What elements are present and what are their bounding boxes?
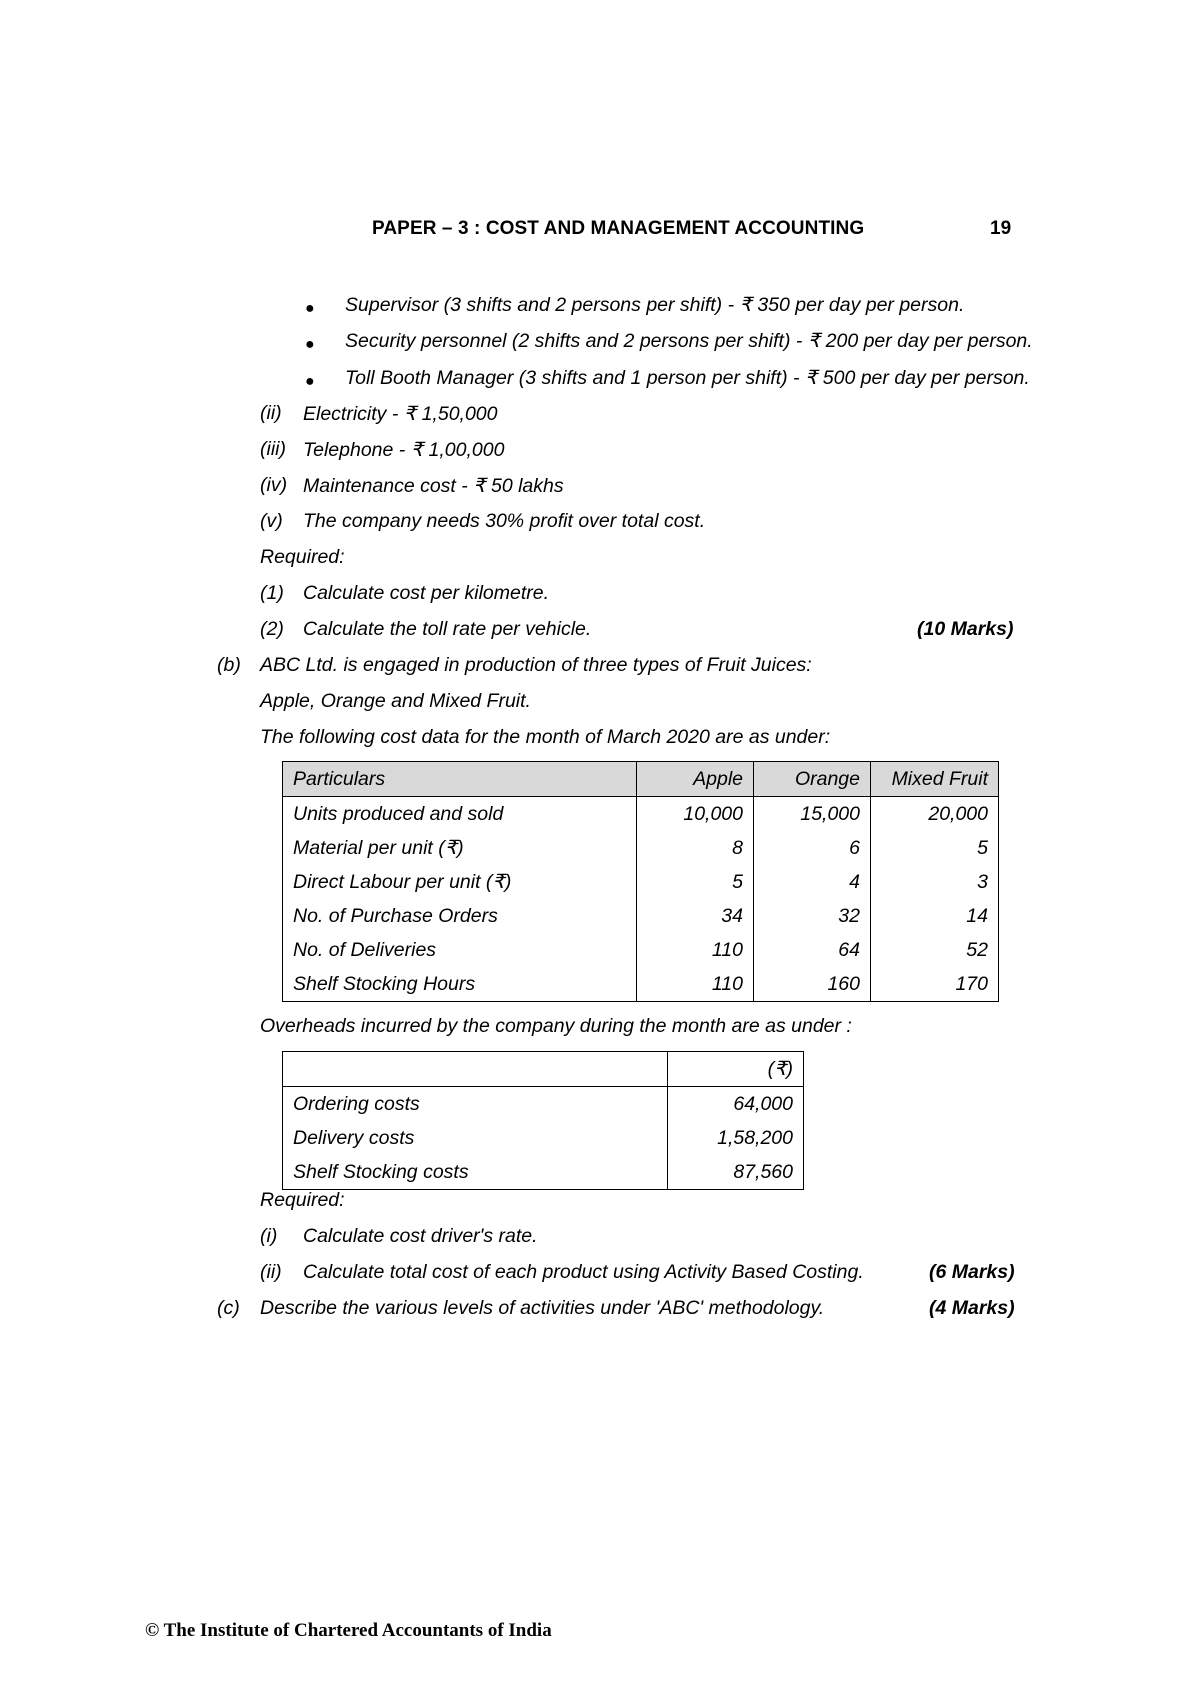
item-text: Electricity - ₹ 1,50,000	[303, 403, 498, 425]
table-cell: 110	[637, 967, 754, 1002]
table-header-cell: Particulars	[283, 762, 637, 797]
table-header-cell: Apple	[637, 762, 754, 797]
overheads-table	[282, 1051, 804, 1190]
item-text: Telephone - ₹ 1,00,000	[303, 439, 505, 461]
paragraph-line: Apple, Orange and Mixed Fruit.	[260, 690, 531, 712]
table-header-cell: Orange	[754, 762, 871, 797]
table-cell: 87,560	[668, 1155, 804, 1190]
item-number: (2)	[260, 618, 284, 640]
paragraph-line: Overheads incurred by the company during the month are as under :	[260, 1015, 852, 1037]
table-cell: 64	[754, 933, 871, 967]
table-cell: 5	[637, 865, 754, 899]
bullet-text: Supervisor (3 shifts and 2 persons per shift) - ₹ 350 per day per person.	[345, 294, 965, 316]
item-number: (ii)	[260, 1261, 282, 1283]
item-number: (ii)	[260, 402, 282, 424]
table-cell: 10,000	[637, 797, 754, 832]
table-header-row	[283, 762, 999, 797]
table-cell: 160	[754, 967, 871, 1002]
table-cell: Delivery costs	[283, 1121, 668, 1155]
table-row	[283, 933, 999, 967]
table-cell: 15,000	[754, 797, 871, 832]
bullet-icon: ●	[305, 300, 315, 317]
paragraph-line: Describe the various levels of activities under 'ABC' methodology.	[260, 1297, 825, 1319]
table-header-row	[283, 1052, 804, 1087]
table-cell: Direct Labour per unit (₹)	[283, 865, 637, 899]
page-number: 19	[990, 218, 1012, 239]
item-text: The company needs 30% profit over total cost.	[303, 510, 706, 532]
bullet-text: Security personnel (2 shifts and 2 persons per shift) - ₹ 200 per day per person.	[345, 330, 1033, 352]
table-row	[283, 1155, 804, 1190]
table-header-cell: (₹)	[668, 1052, 804, 1087]
table-cell: 4	[754, 865, 871, 899]
table-cell: 34	[637, 899, 754, 933]
paragraph-line: ABC Ltd. is engaged in production of three types of Fruit Juices:	[260, 654, 812, 676]
part-label: (b)	[217, 654, 241, 676]
table-cell: Material per unit (₹)	[283, 831, 637, 865]
marks-label: (4 Marks)	[929, 1297, 1015, 1319]
bullet-icon: ●	[305, 336, 315, 353]
item-number: (1)	[260, 582, 284, 604]
copyright-footer: © The Institute of Chartered Accountants of India	[145, 1620, 552, 1641]
item-text: Calculate cost per kilometre.	[303, 582, 550, 604]
item-number: (iv)	[260, 474, 288, 496]
table-cell: 32	[754, 899, 871, 933]
item-text: Maintenance cost - ₹ 50 lakhs	[303, 475, 564, 497]
paragraph-line: The following cost data for the month of March 2020 are as under:	[260, 726, 831, 748]
table-row	[283, 865, 999, 899]
required-heading: Required:	[260, 546, 345, 568]
table-row	[283, 797, 999, 832]
table-cell: Shelf Stocking Hours	[283, 967, 637, 1002]
cost-data-table	[282, 761, 999, 1002]
table-cell: Units produced and sold	[283, 797, 637, 832]
table-cell: 1,58,200	[668, 1121, 804, 1155]
required-heading: Required:	[260, 1189, 345, 1211]
item-text: Calculate the toll rate per vehicle.	[303, 618, 592, 640]
table-row	[283, 831, 999, 865]
table-cell: Shelf Stocking costs	[283, 1155, 668, 1190]
item-number: (v)	[260, 510, 283, 532]
bullet-text: Toll Booth Manager (3 shifts and 1 person per shift) - ₹ 500 per day per person.	[345, 367, 1030, 389]
table-cell: No. of Deliveries	[283, 933, 637, 967]
table-cell: 52	[871, 933, 999, 967]
table-cell: 5	[871, 831, 999, 865]
table-cell: 6	[754, 831, 871, 865]
item-text: Calculate cost driver's rate.	[303, 1225, 538, 1247]
item-number: (i)	[260, 1225, 278, 1247]
table-cell: Ordering costs	[283, 1087, 668, 1122]
table-row	[283, 1087, 804, 1122]
table-cell: 110	[637, 933, 754, 967]
table-cell: No. of Purchase Orders	[283, 899, 637, 933]
table-header-cell: Mixed Fruit	[871, 762, 999, 797]
table-cell: 20,000	[871, 797, 999, 832]
table-header-cell	[283, 1052, 668, 1087]
table-cell: 170	[871, 967, 999, 1002]
table-row	[283, 1121, 804, 1155]
item-text: Calculate total cost of each product using Activity Based Costing.	[303, 1261, 864, 1283]
marks-label: (10 Marks)	[917, 618, 1014, 640]
item-number: (iii)	[260, 438, 286, 460]
table-cell: 14	[871, 899, 999, 933]
table-cell: 64,000	[668, 1087, 804, 1122]
table-row	[283, 899, 999, 933]
table-row	[283, 967, 999, 1002]
page-header-title: PAPER – 3 : COST AND MANAGEMENT ACCOUNTING	[372, 218, 865, 239]
table-cell: 8	[637, 831, 754, 865]
part-label: (c)	[217, 1297, 240, 1319]
table-cell: 3	[871, 865, 999, 899]
marks-label: (6 Marks)	[929, 1261, 1015, 1283]
bullet-icon: ●	[305, 373, 315, 390]
